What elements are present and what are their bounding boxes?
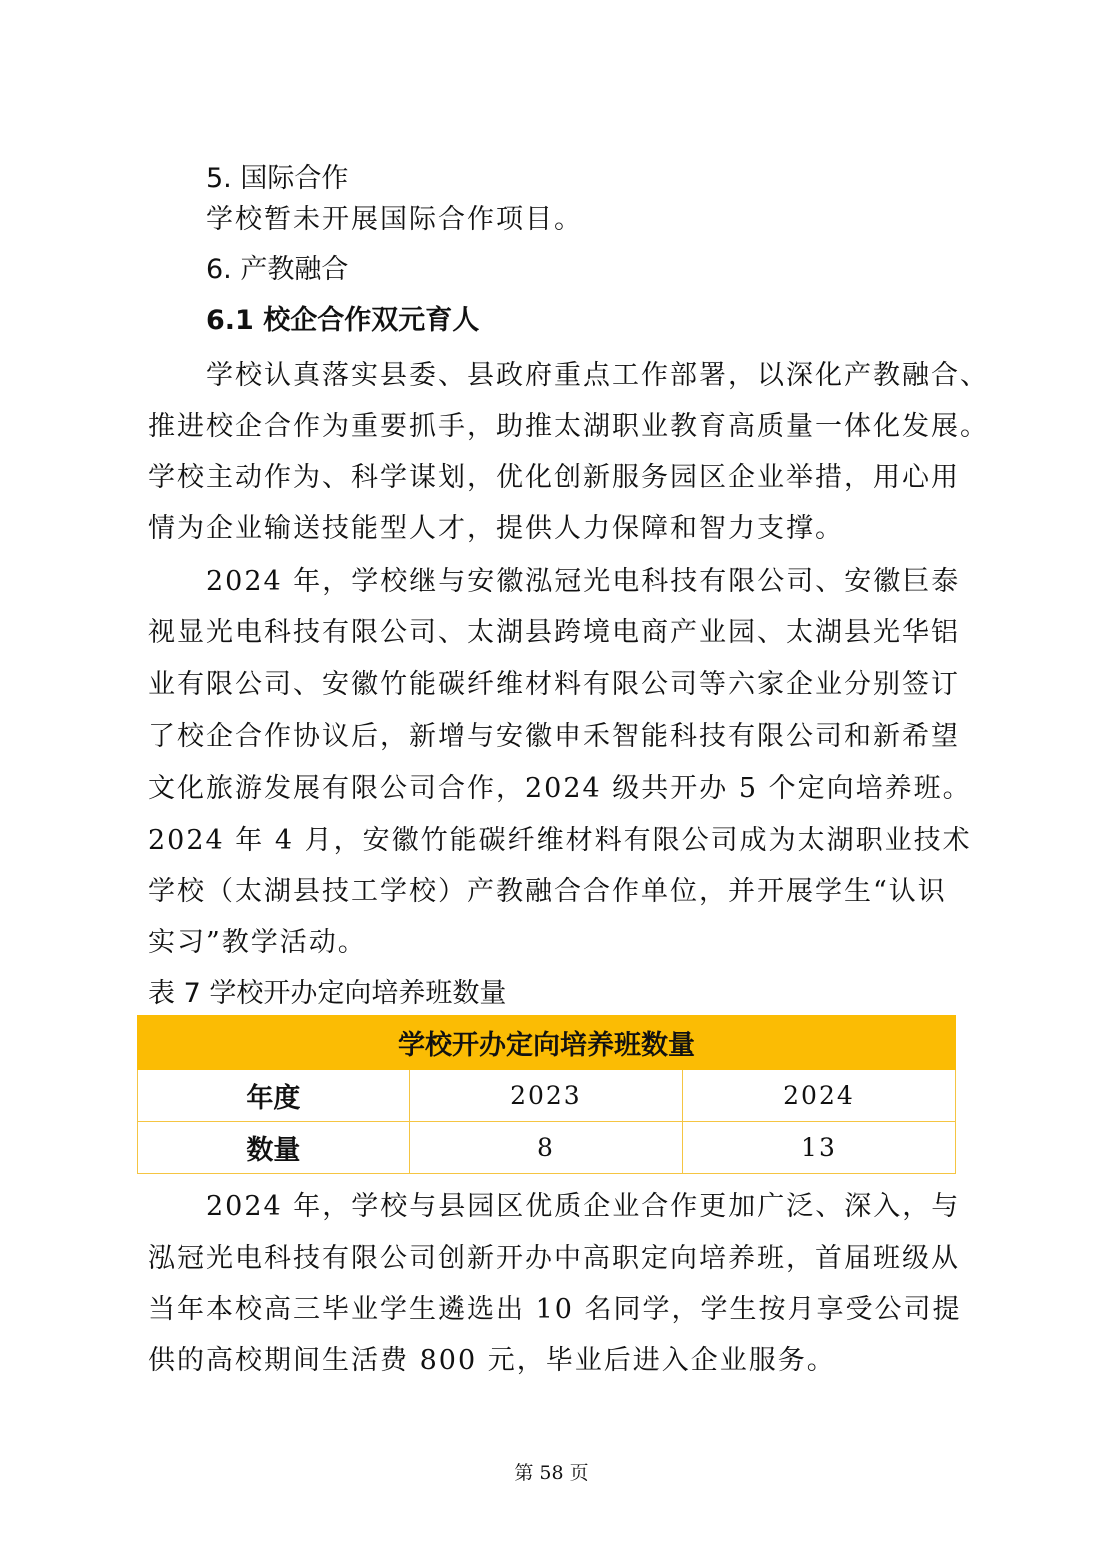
paragraph-2-line-2: 视显光电科技有限公司、太湖县跨境电商产业园、太湖县光华铝 [148, 617, 960, 648]
section-6-1-heading: 6.1 校企合作双元育人 [206, 305, 480, 336]
table-title: 学校开办定向培养班数量 [138, 1016, 956, 1070]
row-label-year: 年度 [138, 1070, 410, 1122]
paragraph-1-line-3: 学校主动作为、科学谋划，优化创新服务园区企业举措，用心用 [148, 462, 960, 493]
cell-count-2024: 13 [682, 1122, 955, 1174]
section-5-heading: 5. 国际合作 [206, 163, 349, 194]
table-7-caption: 表 7 学校开办定向培养班数量 [148, 978, 507, 1009]
paragraph-3-line-1: 2024 年，学校与县园区优质企业合作更加广泛、深入，与 [206, 1191, 961, 1222]
row-label-count: 数量 [138, 1122, 410, 1174]
paragraph-2-line-7: 学校（太湖县技工学校）产教融合合作单位，并开展学生“认识 [148, 876, 947, 907]
paragraph-2-line-5: 文化旅游发展有限公司合作，2024 级共开办 5 个定向培养班。 [148, 773, 972, 804]
table-7 [137, 1015, 956, 1174]
cell-year-2023: 2023 [409, 1070, 682, 1122]
section-5-text: 学校暂未开展国际合作项目。 [206, 204, 583, 235]
paragraph-1-line-1: 学校认真落实县委、县政府重点工作部署，以深化产教融合、 [206, 360, 989, 391]
page-number: 第 58 页 [514, 1462, 589, 1484]
paragraph-2-line-1: 2024 年，学校继与安徽泓冠光电科技有限公司、安徽巨泰 [206, 566, 961, 597]
paragraph-3-line-3: 当年本校高三毕业学生遴选出 10 名同学，学生按月享受公司提 [148, 1294, 962, 1325]
table-title-row [138, 1016, 956, 1070]
section-6-heading: 6. 产教融合 [206, 254, 349, 285]
paragraph-2-line-6: 2024 年 4 月，安徽竹能碳纤维材料有限公司成为太湖职业技术 [148, 825, 972, 856]
paragraph-3-line-2: 泓冠光电科技有限公司创新开办中高职定向培养班，首届班级从 [148, 1243, 960, 1274]
cell-count-2023: 8 [409, 1122, 682, 1174]
cell-year-2024: 2024 [682, 1070, 955, 1122]
paragraph-1-line-2: 推进校企合作为重要抓手，助推太湖职业教育高质量一体化发展。 [148, 411, 989, 442]
paragraph-1-line-4: 情为企业输送技能型人才，提供人力保障和智力支撑。 [148, 513, 844, 544]
paragraph-2-line-4: 了校企合作协议后，新增与安徽申禾智能科技有限公司和新希望 [148, 721, 960, 752]
table-row [138, 1122, 956, 1174]
paragraph-2-line-3: 业有限公司、安徽竹能碳纤维材料有限公司等六家企业分别签订 [148, 669, 960, 700]
paragraph-3-line-4: 供的高校期间生活费 800 元，毕业后进入企业服务。 [148, 1345, 836, 1376]
table-row [138, 1070, 956, 1122]
paragraph-2-line-8: 实习”教学活动。 [148, 927, 367, 958]
